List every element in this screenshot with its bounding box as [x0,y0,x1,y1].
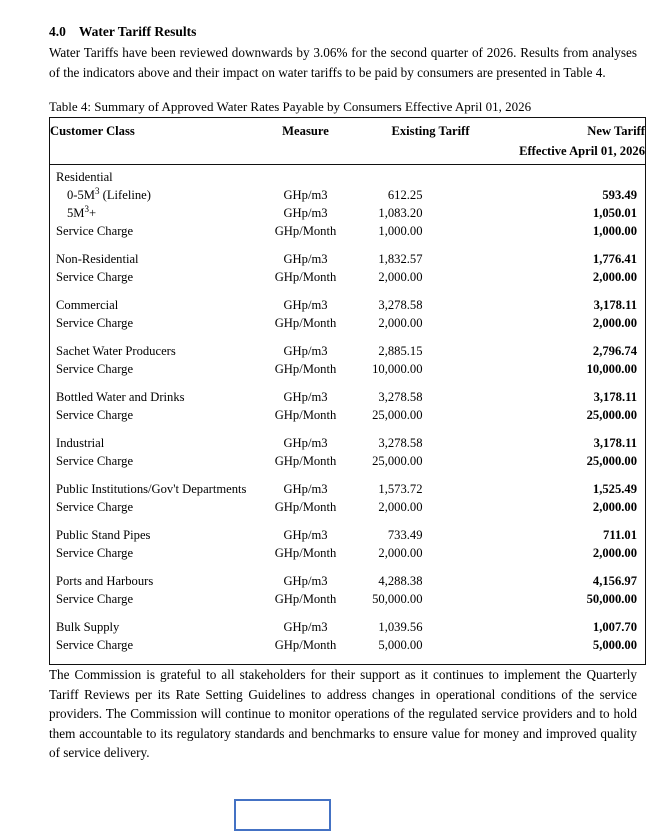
customer-class-cell: Service Charge [56,270,134,284]
document-page [49,24,645,763]
table-spacer-row [50,332,646,342]
table-row [50,268,646,286]
measure-cell: GHp/m3 [283,252,328,266]
section-heading [49,24,645,40]
measure-cell: GHp/m3 [283,574,328,588]
table-row [50,498,646,516]
customer-class-cell: Service Charge [56,454,134,468]
closing-paragraph: The Commission is grateful to all stakeholders for their support as it continues to implement the Quarterly Tariff Reviews per its Rate Setting Guidelines to address changes in operational conditions of the service providers. The Commission will continue to monitor operations of the regulated service providers and to hold them accountable to its regulatory standards and benchmarks to ensure value for money and improved quality of service delivery. [49,667,637,760]
measure-cell: GHp/Month [274,546,337,560]
existing-tariff-cell: 2,000.00 [378,500,423,514]
superscript: 3 [95,186,100,196]
header-existing-tariff: Existing Tariff [391,124,470,138]
tariff-table [49,117,646,665]
header-row [50,118,646,142]
measure-cell: GHp/m3 [283,482,328,496]
new-tariff-cell: 10,000.00 [586,362,637,376]
spacer-cell [50,654,646,665]
customer-class-cell: Service Charge [56,224,134,238]
table-row [50,636,646,654]
measure-cell: GHp/Month [274,454,337,468]
existing-tariff-cell: 612.25 [387,188,423,202]
measure-cell: GHp/m3 [283,620,328,634]
existing-tariff-cell: 2,000.00 [378,546,423,560]
existing-tariff-cell: 1,000.00 [378,224,423,238]
existing-tariff-cell: 3,278.58 [378,390,423,404]
new-tariff-cell: 1,007.70 [592,620,637,634]
customer-class-cell: Service Charge [56,592,134,606]
new-tariff-cell: 1,000.00 [592,224,637,238]
existing-tariff-cell: 733.49 [387,528,423,542]
measure-cell: GHp/m3 [283,528,328,542]
table-row [50,618,646,636]
existing-tariff-cell: 3,278.58 [378,298,423,312]
spacer-cell [50,516,646,526]
table-spacer-row [50,470,646,480]
table-row [50,590,646,608]
table-row [50,165,646,187]
table-row [50,314,646,332]
intro-paragraph: Water Tariffs have been reviewed downwards by 3.06% for the second quarter of 2026. Results from analyses of the indicators above and their impact on water tariffs to be paid by consumers are presented in Table 4. [49,45,637,80]
new-tariff-cell [501,165,646,187]
existing-tariff-cell: 1,039.56 [378,620,423,634]
new-tariff-cell: 3,178.11 [593,390,637,404]
measure-cell: GHp/m3 [283,436,328,450]
existing-tariff-cell: 3,278.58 [378,436,423,450]
measure-cell: GHp/m3 [283,298,328,312]
existing-tariff-cell [361,165,501,187]
spacer-cell [50,378,646,388]
table-spacer-row [50,378,646,388]
table-row [50,360,646,378]
customer-class-cell: Industrial [56,436,105,450]
existing-tariff-cell: 1,832.57 [378,252,423,266]
tariff-table-header [50,118,646,165]
table-row [50,388,646,406]
customer-class-cell: Service Charge [56,546,134,560]
measure-cell: GHp/m3 [283,188,328,202]
new-tariff-cell: 4,156.97 [592,574,637,588]
table-row [50,406,646,424]
clipped-blue-rectangle-shape [234,799,331,831]
table-spacer-row [50,516,646,526]
table-row [50,186,646,204]
section-number: 4.0 [49,24,66,39]
header-empty-cell [50,141,251,165]
measure-cell: GHp/m3 [283,206,328,220]
new-tariff-cell: 2,796.74 [592,344,637,358]
table-spacer-row [50,240,646,250]
header-empty-cell [361,141,501,165]
new-tariff-cell: 2,000.00 [592,500,637,514]
tariff-table-body [50,165,646,665]
new-tariff-cell: 3,178.11 [593,298,637,312]
customer-class-cell: Service Charge [56,316,134,330]
customer-class-cell: Ports and Harbours [56,574,154,588]
customer-class-cell: $0-5M^3$ (Lifeline) [67,186,151,202]
table-row [50,572,646,590]
measure-cell: GHp/m3 [283,390,328,404]
table-row [50,250,646,268]
table-spacer-row [50,608,646,618]
customer-class-cell: Service Charge [56,638,134,652]
table-row [50,296,646,314]
measure-cell: GHp/Month [274,224,337,238]
new-tariff-cell: 25,000.00 [586,408,637,422]
customer-class-cell: Public Institutions/Gov't Departments [56,482,247,496]
customer-class-cell: Bottled Water and Drinks [56,390,185,404]
spacer-cell [50,240,646,250]
customer-class-cell: $5M^3+$ [67,204,97,220]
table-caption: Table 4: Summary of Approved Water Rates Payable by Consumers Effective April 01, 2026 [49,99,532,114]
new-tariff-cell: 3,178.11 [593,436,637,450]
existing-tariff-cell: 10,000.00 [372,362,423,376]
existing-tariff-cell: 1,083.20 [378,206,423,220]
measure-cell: GHp/Month [274,270,337,284]
spacer-cell [50,332,646,342]
new-tariff-cell: 711.01 [603,528,637,542]
superscript: 3 [84,204,89,214]
new-tariff-cell: 50,000.00 [586,592,637,606]
header-new-tariff-effective-date: Effective April 01, 2026 [501,141,646,165]
existing-tariff-cell: 2,885.15 [378,344,423,358]
customer-class-cell: Commercial [56,298,119,312]
existing-tariff-cell: 25,000.00 [372,408,423,422]
existing-tariff-cell: 1,573.72 [378,482,423,496]
table-row [50,544,646,562]
table-row [50,526,646,544]
measure-cell: GHp/Month [274,638,337,652]
table-spacer-row [50,286,646,296]
header-measure: Measure [282,124,329,138]
new-tariff-cell: 1,050.01 [592,206,637,220]
customer-class-cell: Bulk Supply [56,620,120,634]
spacer-cell [50,608,646,618]
new-tariff-cell: 25,000.00 [586,454,637,468]
customer-class-cell: Residential [56,170,113,184]
table-row [50,342,646,360]
customer-class-cell: Public Stand Pipes [56,528,151,542]
table-spacer-row [50,654,646,665]
customer-class-cell: Service Charge [56,408,134,422]
existing-tariff-cell: 2,000.00 [378,270,423,284]
new-tariff-cell: 5,000.00 [592,638,637,652]
measure-cell: GHp/Month [274,408,337,422]
existing-tariff-cell: 50,000.00 [372,592,423,606]
table-row [50,434,646,452]
measure-cell: GHp/Month [274,592,337,606]
table-spacer-row [50,562,646,572]
new-tariff-cell: 1,776.41 [592,252,637,266]
measure-cell: GHp/Month [274,362,337,376]
measure-cell [251,165,361,187]
header-subrow [50,141,646,165]
existing-tariff-cell: 5,000.00 [378,638,423,652]
measure-cell: GHp/m3 [283,344,328,358]
table-row [50,452,646,470]
table-row [50,222,646,240]
spacer-cell [50,286,646,296]
existing-tariff-cell: 25,000.00 [372,454,423,468]
new-tariff-cell: 2,000.00 [592,270,637,284]
new-tariff-cell: 2,000.00 [592,546,637,560]
header-empty-cell [251,141,361,165]
customer-class-cell: Service Charge [56,500,134,514]
table-row [50,480,646,498]
header-customer-class: Customer Class [50,124,135,138]
new-tariff-cell: 1,525.49 [592,482,637,496]
customer-class-cell: Service Charge [56,362,134,376]
spacer-cell [50,424,646,434]
existing-tariff-cell: 2,000.00 [378,316,423,330]
spacer-cell [50,562,646,572]
measure-cell: GHp/Month [274,316,337,330]
measure-cell: GHp/Month [274,500,337,514]
existing-tariff-cell: 4,288.38 [378,574,423,588]
header-new-tariff: New Tariff [587,124,645,138]
customer-class-cell: Non-Residential [56,252,139,266]
table-row [50,204,646,222]
new-tariff-cell: 593.49 [602,188,637,202]
new-tariff-cell: 2,000.00 [592,316,637,330]
section-title: Water Tariff Results [78,24,197,39]
customer-class-cell: Sachet Water Producers [56,344,176,358]
spacer-cell [50,470,646,480]
table-spacer-row [50,424,646,434]
